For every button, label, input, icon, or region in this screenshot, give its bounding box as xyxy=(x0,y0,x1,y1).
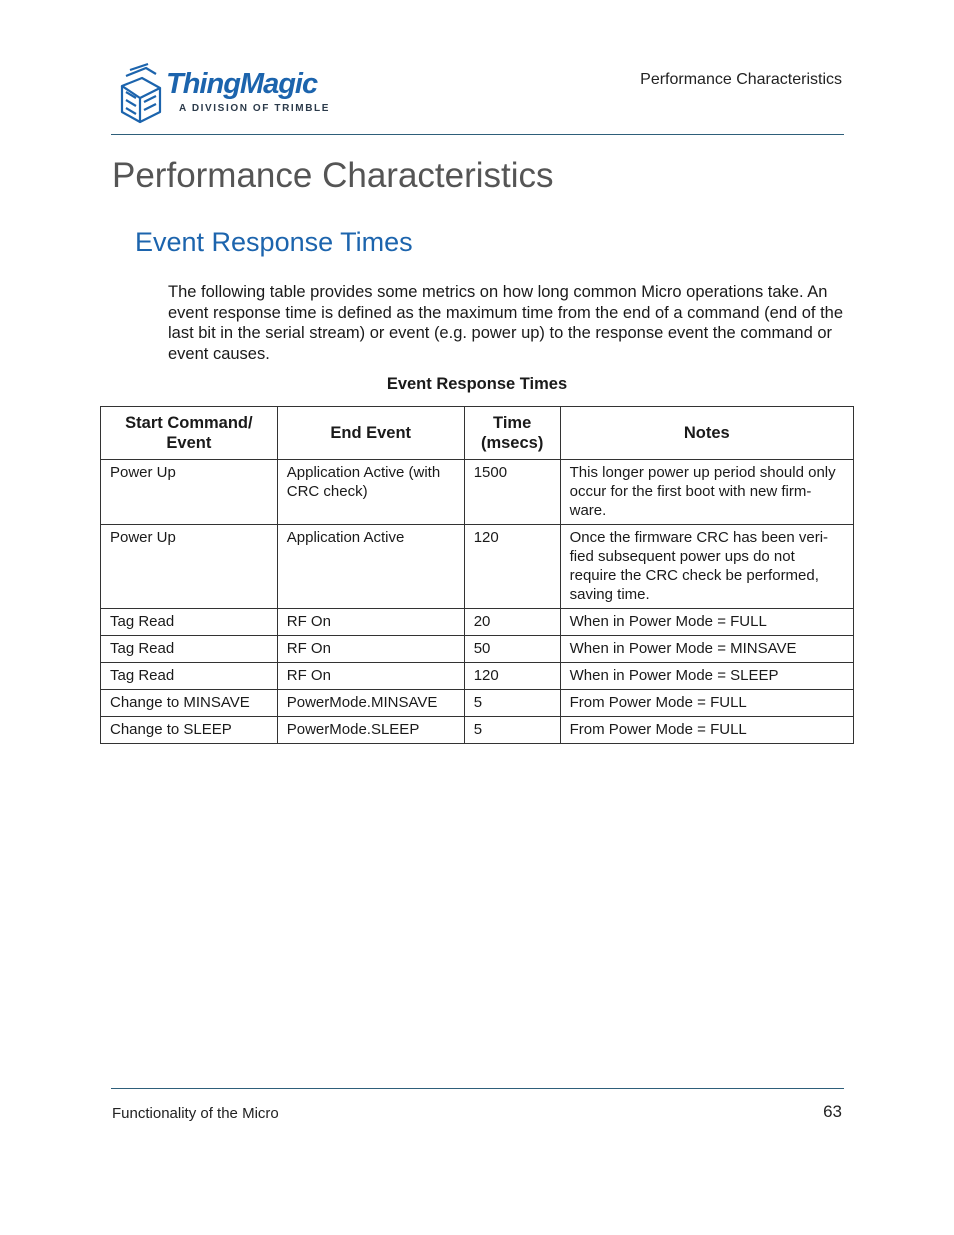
logo-cube-icon xyxy=(112,62,164,126)
cell-start-command: Tag Read xyxy=(101,609,278,636)
footer-divider xyxy=(111,1088,844,1089)
cell-time: 20 xyxy=(464,609,560,636)
logo-wordmark: ThingMagic xyxy=(166,68,318,100)
table-row xyxy=(101,636,854,663)
cell-end-event: PowerMode.SLEEP xyxy=(277,717,464,744)
cell-start-command: Change to SLEEP xyxy=(101,717,278,744)
cell-notes: When in Power Mode = SLEEP xyxy=(560,663,853,690)
running-header-title: Performance Characteristics xyxy=(640,71,842,88)
table-row xyxy=(101,525,854,609)
intro-paragraph: The following table provides some metrics on how long common Micro operations take. An event response time is defined as the maximum time from the end of a command (end of the last bit in the serial stream) or event (e.g. power up) to the response event the command or event causes. xyxy=(168,283,844,363)
cell-time: 50 xyxy=(464,636,560,663)
table-row xyxy=(101,717,854,744)
cell-notes: This longer power up period should only occur for the first boot with new firm-ware. xyxy=(560,460,853,525)
cell-end-event: RF On xyxy=(277,609,464,636)
event-response-table xyxy=(100,406,854,744)
table-row xyxy=(101,609,854,636)
logo-tagline: A DIVISION OF TRIMBLE xyxy=(179,103,331,114)
cell-time: 120 xyxy=(464,663,560,690)
cell-start-command: Power Up xyxy=(101,525,278,609)
cell-start-command: Change to MINSAVE xyxy=(101,690,278,717)
cell-notes: From Power Mode = FULL xyxy=(560,717,853,744)
page-number: 63 xyxy=(823,1102,842,1121)
cell-end-event: Application Active (with CRC check) xyxy=(277,460,464,525)
header-start-command: Start Command/ Event xyxy=(101,407,278,460)
cell-end-event: RF On xyxy=(277,636,464,663)
table-caption: Event Response Times xyxy=(386,375,568,393)
cell-time: 120 xyxy=(464,525,560,609)
cell-notes: Once the firmware CRC has been veri-fied subsequent power ups do not require the CRC check be performed, saving time. xyxy=(560,525,853,609)
cell-notes: When in Power Mode = MINSAVE xyxy=(560,636,853,663)
table-row xyxy=(101,690,854,717)
header-end-event: End Event xyxy=(277,407,464,460)
page-title: Performance Characteristics xyxy=(112,156,554,195)
cell-end-event: Application Active xyxy=(277,525,464,609)
cell-end-event: PowerMode.MINSAVE xyxy=(277,690,464,717)
cell-time: 5 xyxy=(464,717,560,744)
cell-notes: When in Power Mode = FULL xyxy=(560,609,853,636)
cell-end-event: RF On xyxy=(277,663,464,690)
section-title: Event Response Times xyxy=(135,227,413,257)
cell-time: 1500 xyxy=(464,460,560,525)
table-row xyxy=(101,460,854,525)
header-notes: Notes xyxy=(560,407,853,460)
cell-time: 5 xyxy=(464,690,560,717)
header-divider xyxy=(111,134,844,135)
cell-start-command: Power Up xyxy=(101,460,278,525)
footer-section-title: Functionality of the Micro xyxy=(112,1105,279,1122)
table-row xyxy=(101,663,854,690)
table-header-row xyxy=(101,407,854,460)
cell-start-command: Tag Read xyxy=(101,663,278,690)
cell-notes: From Power Mode = FULL xyxy=(560,690,853,717)
company-logo xyxy=(112,62,342,126)
cell-start-command: Tag Read xyxy=(101,636,278,663)
header-time: Time (msecs) xyxy=(464,407,560,460)
